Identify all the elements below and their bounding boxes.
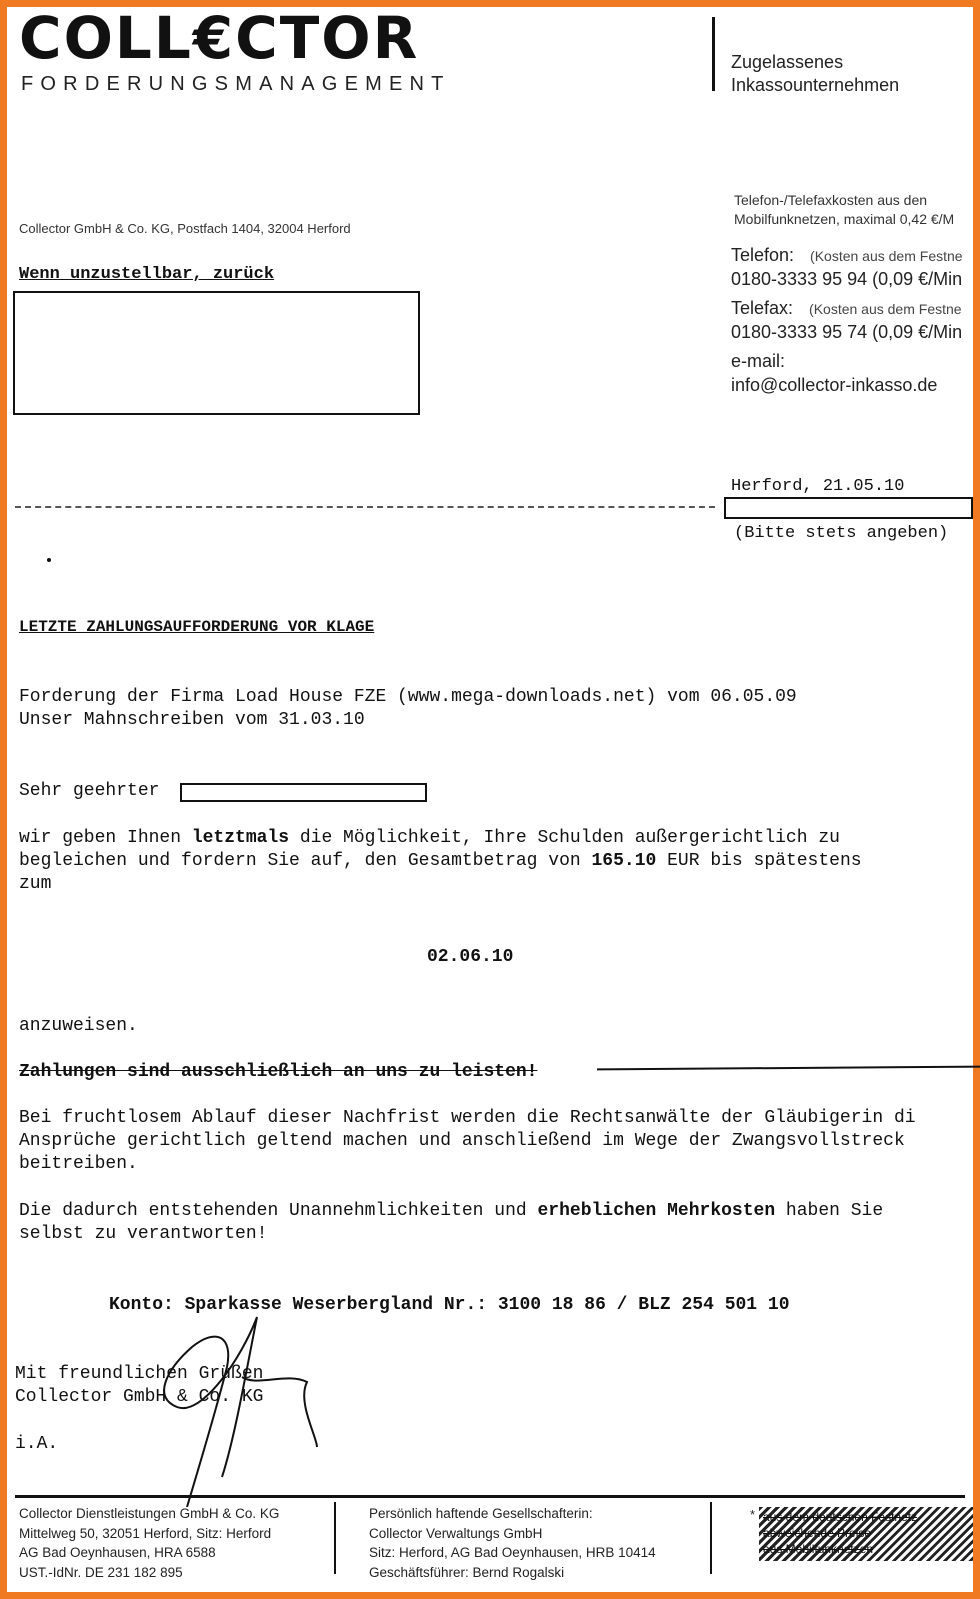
- text: EUR bis spätestens: [656, 851, 862, 871]
- phone-cost-note: (Kosten aus dem Festne: [810, 248, 963, 264]
- struck-payment-note: Zahlungen sind ausschließlich an uns zu leisten!: [19, 1062, 538, 1082]
- text: Die dadurch entstehenden Unannehmlichkeiten und: [19, 1201, 538, 1221]
- body-p3-line-3: beitreiben.: [19, 1154, 138, 1174]
- footer-line: Sitz: Herford, AG Bad Oeynhausen, HRB 10414: [369, 1545, 656, 1560]
- fold-line: [15, 506, 715, 508]
- handwritten-strike-line: [597, 1066, 980, 1071]
- body-transfer: anzuweisen.: [19, 1016, 138, 1036]
- tagline-line-1: Zugelassenes: [731, 52, 844, 72]
- footnote-star: *: [750, 1507, 756, 1522]
- emphasis-costs: erheblichen Mehrkosten: [537, 1201, 776, 1221]
- emphasis-lastchance: letztmals: [191, 828, 290, 848]
- footer-line: AG Bad Oeynhausen, HRA 6588: [19, 1545, 216, 1560]
- email-label: e-mail:: [731, 351, 786, 371]
- footer-partner: [369, 1504, 656, 1582]
- fax-label-row: [731, 298, 962, 319]
- tel-note-line-2: Mobilfunknetzen, maximal 0,42 €/M: [734, 211, 955, 227]
- recipient-name-redacted: [180, 783, 427, 802]
- subject-line: LETZTE ZAHLUNGSAUFFORDERUNG VOR KLAGE: [19, 618, 375, 636]
- text: haben Sie: [775, 1201, 884, 1221]
- sender-line: Collector GmbH & Co. KG, Postfach 1404, 32004 Herford: [19, 221, 351, 236]
- body-line-3: zum: [19, 874, 52, 894]
- body-p3-line-1: Bei fruchtlosem Ablauf dieser Nachfrist werden die Rechtsanwälte der Gläubigerin di: [19, 1108, 916, 1128]
- body-p3-line-2: Ansprüche gerichtlich geltend machen und anschließend im Wege der Zwangsvollstreck: [19, 1131, 905, 1151]
- text: die Möglichkeit, Ihre Schulden außergerichtlich zu: [289, 828, 840, 848]
- body-line-2: [19, 851, 862, 871]
- footer-redacted-note: [759, 1507, 973, 1561]
- footer-line: Persönlich haftende Gesellschafterin:: [369, 1506, 593, 1521]
- claim-line: Forderung der Firma Load House FZE (www.mega-downloads.net) vom 06.05.09: [19, 687, 797, 707]
- footer-separator: [334, 1502, 336, 1574]
- handwritten-signature: [147, 1307, 337, 1507]
- closing-1: Mit freundlichen Grüßen: [15, 1364, 264, 1384]
- fax-label: Telefax:: [731, 298, 794, 318]
- tagline-line-2: Inkassounternehmen: [731, 75, 900, 95]
- footer-separator: [710, 1502, 712, 1574]
- bank-account: Konto: Sparkasse Weserbergland Nr.: 3100 18 86 / BLZ 254 501 10: [109, 1295, 790, 1315]
- speck: [47, 558, 51, 562]
- body-p4-line-2: selbst zu verantworten!: [19, 1224, 268, 1244]
- fax-cost-note: (Kosten aus dem Festne: [809, 301, 962, 317]
- reference-hint: (Bitte stets angeben): [734, 524, 949, 543]
- body-line-1: [19, 828, 840, 848]
- phone-label-row: [731, 245, 963, 266]
- text: begleichen und fordern Sie auf, den Gesamtbetrag von: [19, 851, 592, 871]
- return-note: Wenn unzustellbar, zurück: [19, 265, 275, 284]
- email-address: info@collector-inkasso.de: [731, 375, 938, 395]
- footer-line: aus Mobilfunknetzen: [763, 1542, 874, 1556]
- logo-subtitle: FORDERUNGSMANAGEMENT: [21, 73, 451, 95]
- footer-divider: [15, 1495, 965, 1498]
- total-amount: 165.10: [591, 851, 657, 871]
- phone-label: Telefon:: [731, 245, 795, 265]
- footer-line: Mittelweg 50, 32051 Herford, Sitz: Herford: [19, 1525, 272, 1541]
- footer-line: Collector Verwaltungs GmbH: [369, 1525, 543, 1541]
- reminder-line: Unser Mahnschreiben vom 31.03.10: [19, 710, 365, 730]
- footer-line: aus dem deutschen Festnetz: [763, 1510, 918, 1524]
- tel-note-line-1: Telefon-/Telefaxkosten aus den: [734, 192, 928, 208]
- closing-2: Collector GmbH & Co. KG: [15, 1387, 264, 1407]
- salutation: Sehr geehrter: [19, 781, 160, 801]
- text: wir geben Ihnen: [19, 828, 192, 848]
- footer-line: UST.-IdNr. DE 231 182 895: [19, 1564, 183, 1580]
- body-p4-line-1: [19, 1201, 883, 1221]
- payment-deadline: 02.06.10: [427, 947, 514, 967]
- footer-company: [19, 1504, 279, 1582]
- address-box-redacted: [13, 291, 420, 415]
- footer-line: Geschäftsführer: Bernd Rogalski: [369, 1564, 565, 1580]
- phone-number: 0180-3333 95 94 (0,09 €/Min: [731, 269, 963, 289]
- company-logo: COLL€CTOR: [19, 4, 420, 72]
- place-date: Herford, 21.05.10: [731, 477, 905, 496]
- header-divider: [712, 17, 715, 91]
- reference-box-redacted: [724, 497, 973, 519]
- footer-line: abweichende Preise: [763, 1526, 872, 1540]
- tel-cost-note: [734, 191, 954, 229]
- header-tagline: [731, 51, 899, 97]
- fax-number: 0180-3333 95 74 (0,09 €/Min: [731, 322, 963, 342]
- closing-3: i.A.: [15, 1434, 59, 1454]
- footer-line: Collector Dienstleistungen GmbH & Co. KG: [19, 1506, 280, 1521]
